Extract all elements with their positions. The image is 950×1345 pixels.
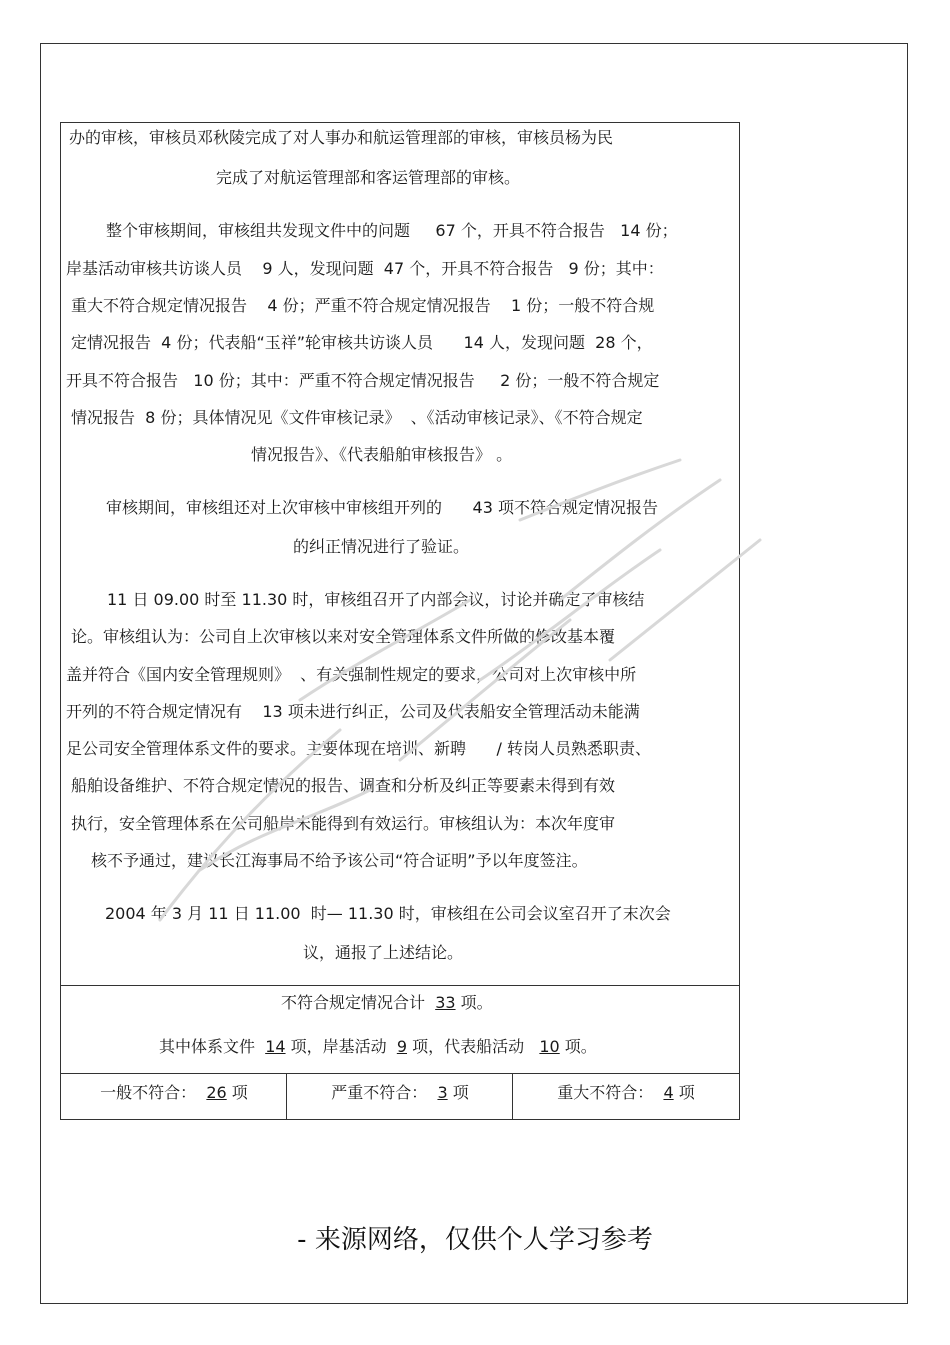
major-nonconformity-cell [513, 1083, 739, 1103]
general-nonconformity-cell [61, 1083, 287, 1103]
system-docs-count: 14 [265, 1037, 286, 1056]
text-line: 整个审核期间，审核组共发现文件中的问题 67 个，开具不符合报告 14 份； [106, 221, 678, 240]
summary-breakdown-line [159, 1037, 597, 1057]
counts-divider [61, 1073, 739, 1074]
text-line: 论。审核组认为：公司自上次审核以来对安全管理体系文件所做的修改基本覆 [71, 627, 616, 646]
text-line: 重大不符合规定情况报告 4 份；严重不符合规定情况报告 1 份；一般不符合规 [71, 296, 655, 315]
shore-count: 9 [396, 1037, 407, 1056]
summary-total-label: 不符合规定情况合计 [281, 993, 436, 1012]
text-line: 执行，安全管理体系在公司船岸未能得到有效运行。审核组认为：本次年度审 [71, 814, 616, 833]
text-line: 审核期间，审核组还对上次审核中审核组开列的 43 项不符合规定情况报告 [106, 498, 658, 517]
serious-nonconformity-cell [287, 1083, 513, 1103]
serious-label: 严重不符合： [331, 1083, 438, 1102]
unit: 项 [226, 1083, 248, 1102]
text-line: 议，通报了上述结论。 [303, 943, 464, 962]
summary-total-line [281, 993, 493, 1013]
shore-label: 项，岸基活动 [285, 1037, 397, 1056]
breakdown-prefix: 其中体系文件 [159, 1037, 266, 1056]
text-line: 开具不符合报告 10 份；其中：严重不符合规定情况报告 2 份；一般不符合规定 [66, 371, 660, 390]
ship-label: 项，代表船活动 [407, 1037, 540, 1056]
text-line: 完成了对航运管理部和客运管理部的审核。 [216, 168, 521, 187]
text-line: 船舶设备维护、不符合规定情况的报告、调查和分析及纠正等要素未得到有效 [71, 776, 616, 795]
major-label: 重大不符合： [557, 1083, 664, 1102]
summary-total-value: 33 [435, 993, 456, 1012]
text-line: 盖并符合《国内安全管理规则》 、有关强制性规定的要求，公司对上次审核中所 [66, 665, 637, 684]
text-line: 的纠正情况进行了验证。 [293, 537, 470, 556]
audit-report-box [60, 122, 740, 1120]
breakdown-suffix: 项。 [559, 1037, 597, 1056]
unit: 项 [673, 1083, 695, 1102]
summary-total-suffix: 项。 [455, 993, 493, 1012]
text-line: 岸基活动审核共访谈人员 9 人，发现问题 47 个，开具不符合报告 9 份；其中： [66, 259, 664, 278]
text-line: 核不予通过，建议长江海事局不给予该公司“符合证明”予以年度签注。 [91, 851, 588, 870]
footer-note: - 来源网络，仅供个人学习参考 [297, 1225, 653, 1255]
general-value: 26 [206, 1083, 227, 1102]
text-line: 情况报告 8 份；具体情况见《文件审核记录》 、《活动审核记录》、《不符合规定 [71, 408, 643, 427]
text-line: 足公司安全管理体系文件的要求。主要体现在培训、新聘 / 转岗人员熟悉职责、 [66, 739, 651, 758]
text-line: 定情况报告 4 份；代表船“玉祥”轮审核共访谈人员 14 人，发现问题 28 个， [71, 333, 653, 352]
text-line: 办的审核，审核员邓秋陵完成了对人事办和航运管理部的审核，审核员杨为民 [69, 128, 614, 147]
ship-count: 10 [539, 1037, 560, 1056]
general-label: 一般不符合： [100, 1083, 207, 1102]
major-value: 4 [663, 1083, 674, 1102]
text-line: 11 日 09.00 时至 11.30 时，审核组召开了内部会议，讨论并确定了审核结 [107, 590, 645, 609]
serious-value: 3 [437, 1083, 448, 1102]
unit: 项 [447, 1083, 469, 1102]
summary-divider [61, 985, 739, 986]
text-line: 2004 年 3 月 11 日 11.00 时— 11.30 时，审核组在公司会议室召开了末次会 [105, 904, 671, 923]
text-line: 开列的不符合规定情况有 13 项未进行纠正，公司及代表船安全管理活动未能满 [66, 702, 640, 721]
text-line: 情况报告》、《代表船舶审核报告》 。 [251, 445, 513, 464]
